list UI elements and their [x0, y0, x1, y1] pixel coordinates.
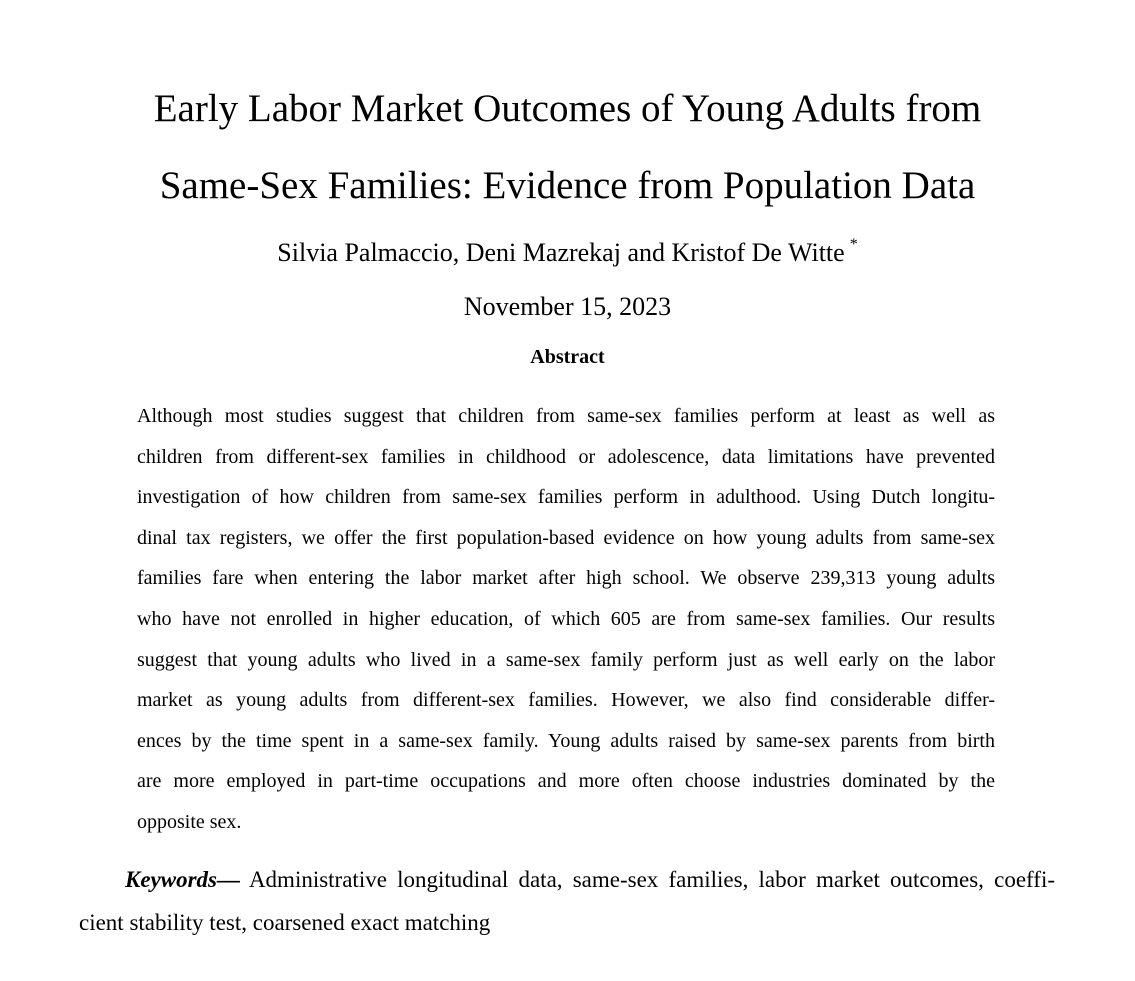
abstract-line: suggest that young adults who lived in a same-sex family perform just as well early on the labor — [137, 648, 995, 671]
paper-title-line-2: Same-Sex Families: Evidence from Population Data — [159, 164, 976, 207]
abstract-body — [137, 396, 995, 843]
abstract-line: are more employed in part-time occupations and more often choose industries dominated by the — [137, 770, 995, 793]
abstract-line: who have not enrolled in higher education, of which 605 are from same-sex families. Our results — [137, 607, 995, 630]
keywords-text-1: Administrative longitudinal data, same-sex families, labor market outcomes, coeffi- — [248, 867, 1055, 892]
keywords-line-1 — [79, 858, 1055, 901]
abstract-line: dinal tax registers, we offer the first population-based evidence on how young adults from same-sex — [137, 526, 995, 549]
abstract-line: children from different-sex families in childhood or adolescence, data limitations have prevented — [137, 445, 995, 468]
keywords-line-2: cient stability test, coarsened exact matching — [79, 910, 491, 935]
abstract-line: ences by the time spent in a same-sex family. Young adults raised by same-sex parents from birth — [137, 729, 995, 752]
author-names: Silvia Palmaccio, Deni Mazrekaj and Kristof De Witte — [277, 238, 845, 267]
author-list — [0, 236, 1135, 267]
keywords-section — [79, 858, 1055, 944]
abstract-line: Although most studies suggest that children from same-sex families perform at least as well as — [137, 405, 995, 427]
abstract-heading: Abstract — [530, 346, 605, 368]
abstract-line: families fare when entering the labor market after high school. We observe 239,313 young adults — [137, 567, 995, 590]
abstract-line: opposite sex. — [137, 810, 242, 833]
keywords-label: Keywords— — [125, 867, 240, 892]
publication-date: November 15, 2023 — [463, 292, 672, 321]
abstract-line: investigation of how children from same-sex families perform in adulthood. Using Dutch longitu- — [137, 486, 995, 509]
paper-title-line-1: Early Labor Market Outcomes of Young Adults from — [153, 87, 982, 130]
abstract-line: market as young adults from different-sex families. However, we also find considerable differ- — [137, 689, 995, 712]
author-footnote-mark: * — [849, 236, 858, 253]
